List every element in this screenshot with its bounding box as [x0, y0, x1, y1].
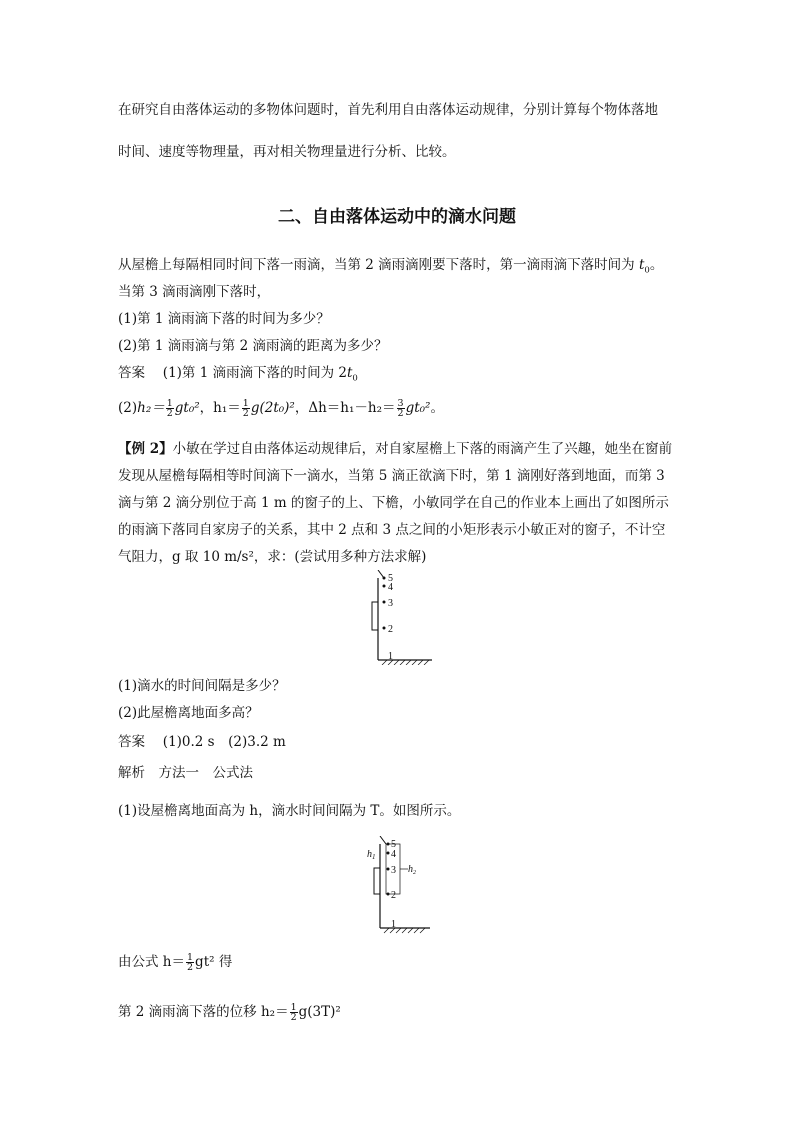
answer-label: 答案 — [118, 365, 145, 381]
fraction-half: $\frac{1}{2}$ — [187, 952, 194, 973]
example2-question-2: (2)此屋檐离地面多高？ — [118, 705, 259, 721]
example2-line-3: 滴与第 2 滴分别位于高 1 m 的窗子的上、下檐，小敏同学在自己的作业本上画出了如图所示 — [118, 495, 669, 511]
example2-line-1: 【例 2】小敏在学过自由落体运动规律后，对自家屋檐上下落的雨滴产生了兴趣，她坐在窗前 — [118, 441, 673, 457]
example1-stem-line-1: 从屋檐上每隔相同时间下落一雨滴，当第 2 滴雨滴刚要下落时，第一滴雨滴下落时间为 $t_0$。 — [118, 257, 664, 276]
drop-label-5: 5 — [388, 573, 393, 584]
example1-answer-1: 答案 (1)第 1 滴雨滴下落的时间为 $2t_0$ — [118, 365, 358, 384]
fraction-half: $\frac{1}{2}$ — [166, 398, 173, 419]
formula-line: 由公式 h＝ $\frac{1}{2}$ gt² 得 — [118, 952, 233, 973]
example2-analysis: 解析 方法一 公式法 — [118, 765, 253, 781]
fraction-three-halves: $\frac{3}{2}$ — [397, 398, 404, 419]
drop-label-4: 4 — [388, 582, 393, 593]
drop-label-2: 2 — [391, 890, 396, 901]
example1-stem-line-2: 当第 3 滴雨滴刚下落时， — [118, 284, 271, 300]
example2-answer: 答案 (1)0.2 s (2)3.2 m — [118, 734, 286, 750]
fraction-half: $\frac{1}{2}$ — [290, 1002, 297, 1023]
height-label-h1: $h_1$ — [367, 849, 376, 861]
intro-line-1: 在研究自由落体运动的多物体问题时，首先利用自由落体运动规律，分别计算每个物体落地 — [118, 102, 658, 118]
intro-line-2: 时间、速度等物理量，再对相关物理量进行分析、比较。 — [118, 144, 456, 160]
drop-label-2: 2 — [388, 624, 393, 635]
example2-line-5: 气阻力，g 取 10 m/s²，求：(尝试用多种方法求解) — [118, 549, 427, 565]
drop-label-3: 3 — [388, 598, 393, 609]
drop-label-5: 5 — [391, 839, 396, 850]
drop-label-1: 1 — [391, 919, 396, 930]
section-title: 二、自由落体运动中的滴水问题 — [278, 207, 516, 227]
displacement-line: 第 2 滴雨滴下落的位移 h₂＝ $\frac{1}{2}$ g(3T)² — [118, 1002, 341, 1023]
example2-step-1: (1)设屋檐离地面高为 h，滴水时间间隔为 T。如图所示。 — [118, 803, 461, 819]
example2-line-2: 发现从屋檐每隔相等时间滴下一滴水，当第 5 滴正欲滴下时，第 1 滴刚好落到地面，而第 3 — [118, 468, 665, 484]
example1-question-1: (1)第 1 滴雨滴下落的时间为多少？ — [118, 311, 330, 327]
drop-label-3: 3 — [391, 865, 396, 876]
drop-label-1: 1 — [388, 651, 393, 662]
height-label-h2: $h_2$ — [408, 864, 416, 876]
fraction-half: $\frac{1}{2}$ — [242, 398, 249, 419]
example1-question-2: (2)第 1 滴雨滴与第 2 滴雨滴的距离为多少？ — [118, 338, 388, 354]
example2-question-1: (1)滴水的时间间隔是多少？ — [118, 678, 286, 694]
figure-raindrop-house-2 — [366, 836, 466, 936]
drop-label-4: 4 — [391, 849, 396, 860]
figure-raindrop-house-1 — [360, 570, 450, 665]
example-tag: 【例 2】 — [118, 441, 173, 457]
example2-line-4: 的雨滴下落同自家房子的关系，其中 2 点和 3 点之间的小矩形表示小敏正对的窗子，不计空 — [118, 522, 666, 538]
example1-answer-2: (2)h₂＝ $\frac{1}{2}$ gt₀²，h₁＝ $\frac{1}{2}$ g(2t₀)²，Δh＝h₁－h₂＝ $\frac{3}{2}$ gt₀²。 — [118, 398, 444, 419]
answer-label: 答案 — [118, 734, 145, 750]
